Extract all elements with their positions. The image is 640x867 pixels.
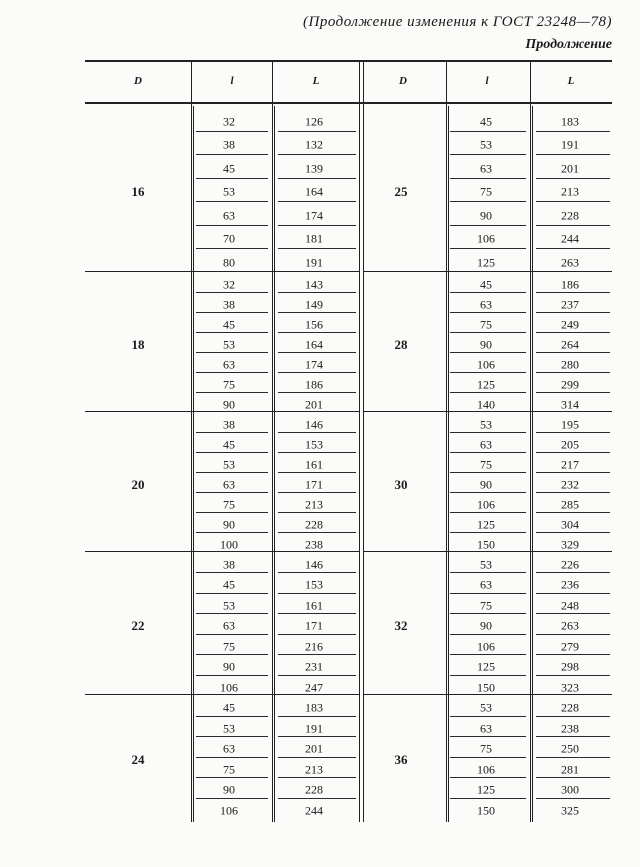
length-L-value: 149 [305,297,323,311]
length-l-value: 45 [223,700,235,715]
row-rule [536,472,610,473]
row-rule [278,372,356,373]
length-L-value: 325 [561,803,579,818]
row-rule [536,634,610,635]
row-rule [278,178,356,179]
length-l-value: 125 [477,377,495,391]
group-separator [85,271,359,272]
length-l-value: 38 [223,297,235,311]
length-l-value: 75 [223,762,235,777]
length-L-value: 228 [561,700,579,715]
length-l-value: 45 [223,161,235,176]
row-rule [196,352,268,353]
row-rule [196,492,268,493]
row-rule [196,532,268,533]
column-header-d: D [134,75,142,87]
length-l-value: 90 [223,397,235,411]
length-l-value: 125 [477,517,495,531]
row-rule [196,432,268,433]
length-l-value: 70 [223,231,235,246]
length-L-value: 191 [305,721,323,736]
length-L-value: 213 [305,762,323,777]
length-L-value: 232 [561,477,579,491]
length-l-value: 106 [477,357,495,371]
length-L-value: 183 [305,700,323,715]
diameter-label: 22 [131,618,145,634]
length-L-value: 216 [305,639,323,654]
length-l-value: 75 [480,457,492,471]
row-rule [196,392,268,393]
length-L-value: 153 [305,577,323,592]
length-L-value: 280 [561,357,579,371]
length-l-value: 63 [223,208,235,223]
row-rule [196,292,268,293]
row-rule [536,613,610,614]
length-L-value: 139 [305,161,323,176]
length-l-value: 53 [223,337,235,351]
row-rule [536,352,610,353]
length-l-value: 125 [477,659,495,674]
length-L-value: 183 [561,114,579,129]
length-L-value: 263 [561,618,579,633]
row-rule [450,292,526,293]
row-rule [278,634,356,635]
row-rule [278,292,356,293]
length-L-value: 164 [305,337,323,351]
continued-label: Продолжение [525,37,612,52]
row-rule [196,131,268,132]
row-rule [536,716,610,717]
row-rule [536,777,610,778]
row-rule [536,675,610,676]
length-l-value: 63 [223,357,235,371]
row-rule [278,154,356,155]
length-l-value: 90 [480,618,492,633]
row-rule [536,452,610,453]
row-rule [450,154,526,155]
row-rule [278,532,356,533]
length-l-value: 125 [477,255,495,270]
row-rule [196,201,268,202]
row-rule [450,757,526,758]
column-header-l: l [230,75,234,87]
row-rule [450,716,526,717]
length-L-value: 285 [561,497,579,511]
row-rule [196,757,268,758]
length-L-value: 146 [305,417,323,431]
row-rule [196,332,268,333]
length-l-value: 53 [223,598,235,613]
length-L-value: 300 [561,782,579,797]
row-rule [196,312,268,313]
length-L-value: 281 [561,762,579,777]
row-rule [450,225,526,226]
row-rule [536,372,610,373]
length-L-value: 174 [305,357,323,371]
length-l-value: 106 [477,762,495,777]
length-l-value: 90 [223,517,235,531]
length-l-value: 53 [223,721,235,736]
row-rule [196,248,268,249]
length-L-value: 238 [305,537,323,551]
diameter-label: 30 [394,476,408,492]
length-L-value: 263 [561,255,579,270]
column-rule-inner [532,106,533,822]
row-rule [536,432,610,433]
row-rule [450,613,526,614]
length-L-value: 164 [305,184,323,199]
length-l-value: 38 [223,557,235,572]
length-l-value: 45 [480,277,492,291]
length-l-value: 38 [223,417,235,431]
row-rule [196,654,268,655]
length-l-value: 53 [223,457,235,471]
length-l-value: 53 [480,557,492,572]
length-L-value: 264 [561,337,579,351]
row-rule [450,392,526,393]
center-double-rule [359,60,360,822]
length-l-value: 63 [480,721,492,736]
length-L-value: 132 [305,137,323,152]
length-L-value: 299 [561,377,579,391]
length-l-value: 90 [480,337,492,351]
row-rule [278,572,356,573]
column-header-l: l [485,75,489,87]
row-rule [450,675,526,676]
length-l-value: 53 [480,700,492,715]
column-rule [530,60,531,822]
length-l-value: 90 [223,659,235,674]
row-rule [450,248,526,249]
row-rule [278,512,356,513]
length-l-value: 45 [223,317,235,331]
length-L-value: 248 [561,598,579,613]
row-rule [536,248,610,249]
length-L-value: 143 [305,277,323,291]
column-rule [191,60,192,822]
length-L-value: 186 [305,377,323,391]
length-L-value: 323 [561,680,579,695]
length-l-value: 32 [223,114,235,129]
length-l-value: 75 [223,497,235,511]
length-L-value: 231 [305,659,323,674]
length-L-value: 213 [561,184,579,199]
row-rule [278,593,356,594]
row-rule [278,131,356,132]
column-rule-inner [448,106,449,822]
row-rule [278,675,356,676]
length-l-value: 63 [480,437,492,451]
length-l-value: 106 [477,639,495,654]
length-l-value: 45 [223,577,235,592]
length-L-value: 161 [305,598,323,613]
row-rule [536,154,610,155]
column-rule-inner [193,106,194,822]
row-rule [278,312,356,313]
diameter-label: 24 [131,751,145,767]
header-bottom-rule [85,102,612,104]
row-rule [450,312,526,313]
length-L-value: 146 [305,557,323,572]
row-rule [536,492,610,493]
row-rule [196,798,268,799]
row-rule [450,572,526,573]
row-rule [278,654,356,655]
length-l-value: 150 [477,803,495,818]
column-header-l: L [567,75,575,87]
column-header-d: D [399,75,407,87]
row-rule [450,452,526,453]
length-l-value: 63 [480,297,492,311]
length-L-value: 205 [561,437,579,451]
length-l-value: 53 [223,184,235,199]
row-rule [196,178,268,179]
row-rule [450,332,526,333]
length-L-value: 201 [305,397,323,411]
row-rule [536,225,610,226]
row-rule [536,593,610,594]
row-rule [536,757,610,758]
length-L-value: 186 [561,277,579,291]
diameter-label: 20 [131,476,145,492]
row-rule [450,532,526,533]
row-rule [196,512,268,513]
row-rule [450,472,526,473]
row-rule [536,131,610,132]
row-rule [278,352,356,353]
length-l-value: 32 [223,277,235,291]
length-l-value: 75 [480,598,492,613]
length-l-value: 150 [477,680,495,695]
diameter-label: 18 [131,336,145,352]
length-l-value: 90 [480,477,492,491]
length-l-value: 53 [480,137,492,152]
length-L-value: 174 [305,208,323,223]
row-rule [536,532,610,533]
row-rule [536,654,610,655]
row-rule [278,736,356,737]
row-rule [450,634,526,635]
column-rule [446,60,447,822]
row-rule [450,736,526,737]
length-L-value: 181 [305,231,323,246]
length-L-value: 238 [561,721,579,736]
length-l-value: 106 [220,680,238,695]
length-l-value: 75 [480,317,492,331]
length-l-value: 106 [220,803,238,818]
row-rule [278,452,356,453]
row-rule [536,572,610,573]
row-rule [536,736,610,737]
length-l-value: 45 [480,114,492,129]
group-separator [85,551,359,552]
length-l-value: 75 [223,639,235,654]
row-rule [450,512,526,513]
column-rule [272,60,273,822]
row-rule [278,798,356,799]
group-separator [363,551,612,552]
row-rule [450,201,526,202]
length-l-value: 106 [477,497,495,511]
row-rule [278,613,356,614]
diameter-label: 16 [131,184,145,200]
length-L-value: 195 [561,417,579,431]
length-L-value: 247 [305,680,323,695]
length-l-value: 125 [477,782,495,797]
row-rule [278,757,356,758]
table-top-rule [85,60,612,62]
row-rule [536,392,610,393]
length-L-value: 126 [305,114,323,129]
row-rule [450,593,526,594]
group-separator [363,271,612,272]
length-L-value: 201 [561,161,579,176]
length-l-value: 80 [223,255,235,270]
row-rule [536,292,610,293]
center-double-rule [363,60,364,822]
length-L-value: 250 [561,741,579,756]
length-l-value: 75 [480,184,492,199]
length-L-value: 236 [561,577,579,592]
length-L-value: 237 [561,297,579,311]
length-l-value: 53 [480,417,492,431]
row-rule [196,675,268,676]
row-rule [196,716,268,717]
row-rule [196,572,268,573]
length-l-value: 38 [223,137,235,152]
length-L-value: 156 [305,317,323,331]
length-L-value: 298 [561,659,579,674]
row-rule [196,736,268,737]
row-rule [450,131,526,132]
length-L-value: 226 [561,557,579,572]
length-L-value: 249 [561,317,579,331]
diameter-label: 28 [394,336,408,352]
length-l-value: 63 [223,741,235,756]
row-rule [278,225,356,226]
length-l-value: 140 [477,397,495,411]
length-L-value: 279 [561,639,579,654]
diameter-label: 32 [394,618,408,634]
row-rule [278,332,356,333]
length-L-value: 228 [305,782,323,797]
row-rule [278,716,356,717]
length-l-value: 100 [220,537,238,551]
row-rule [196,472,268,473]
length-L-value: 304 [561,517,579,531]
row-rule [278,392,356,393]
row-rule [278,201,356,202]
length-L-value: 191 [305,255,323,270]
row-rule [450,432,526,433]
length-l-value: 75 [480,741,492,756]
column-header-l: L [312,75,320,87]
length-l-value: 63 [223,618,235,633]
diameter-label: 25 [394,184,408,200]
group-separator [85,411,359,412]
length-l-value: 106 [477,231,495,246]
length-L-value: 329 [561,537,579,551]
row-rule [278,432,356,433]
length-L-value: 153 [305,437,323,451]
row-rule [450,178,526,179]
row-rule [196,593,268,594]
row-rule [196,777,268,778]
row-rule [196,225,268,226]
column-rule-inner [274,106,275,822]
length-L-value: 171 [305,618,323,633]
row-rule [196,154,268,155]
length-L-value: 228 [561,208,579,223]
length-L-value: 217 [561,457,579,471]
row-rule [536,312,610,313]
row-rule [450,777,526,778]
row-rule [450,798,526,799]
row-rule [196,452,268,453]
length-l-value: 150 [477,537,495,551]
row-rule [278,248,356,249]
length-l-value: 90 [223,782,235,797]
length-l-value: 90 [480,208,492,223]
row-rule [450,372,526,373]
length-l-value: 75 [223,377,235,391]
group-separator [85,694,359,695]
length-L-value: 213 [305,497,323,511]
group-separator [363,411,612,412]
length-L-value: 161 [305,457,323,471]
length-L-value: 201 [305,741,323,756]
length-L-value: 191 [561,137,579,152]
row-rule [536,798,610,799]
row-rule [450,492,526,493]
row-rule [278,777,356,778]
row-rule [450,654,526,655]
length-L-value: 171 [305,477,323,491]
row-rule [536,512,610,513]
diameter-label: 36 [394,751,408,767]
length-l-value: 63 [480,161,492,176]
length-l-value: 63 [223,477,235,491]
length-l-value: 63 [480,577,492,592]
row-rule [536,201,610,202]
row-rule [536,178,610,179]
row-rule [278,472,356,473]
continuation-note: (Продолжение изменения к ГОСТ 23248—78) [303,14,612,30]
length-L-value: 244 [305,803,323,818]
row-rule [196,634,268,635]
length-L-value: 228 [305,517,323,531]
row-rule [536,332,610,333]
group-separator [363,694,612,695]
length-L-value: 314 [561,397,579,411]
row-rule [450,352,526,353]
row-rule [278,492,356,493]
length-l-value: 45 [223,437,235,451]
length-L-value: 244 [561,231,579,246]
row-rule [196,613,268,614]
row-rule [196,372,268,373]
